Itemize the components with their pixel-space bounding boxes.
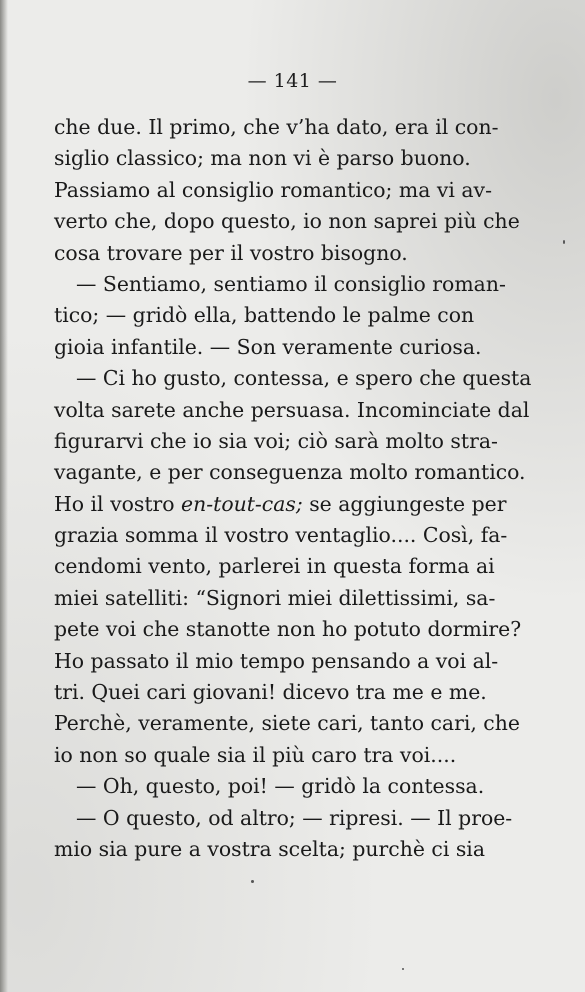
text-line: — Ci ho gusto, contessa, e spero che questa	[76, 366, 532, 391]
italic-phrase: en-tout-cas;	[181, 491, 303, 516]
text-line: cendomi vento, parlerei in questa forma ai	[54, 554, 495, 579]
text-line: gioia infantile. — Son veramente curiosa.	[54, 334, 482, 359]
text-line: miei satelliti: “Signori miei dilettissimi, sa-	[54, 585, 496, 610]
text-line: che due. Il primo, che v’ha dato, era il con-	[54, 115, 499, 139]
paper-speck	[251, 880, 254, 883]
text-line: cosa trovare per il vostro bisogno.	[54, 240, 408, 265]
text-line: verto che, dopo questo, io non saprei più che	[54, 209, 520, 234]
text-line: Perchè, veramente, siete cari, tanto cari, che	[54, 711, 520, 736]
text-line: siglio classico; ma non vi è parso buono.	[54, 146, 471, 171]
text-line: figurarvi che io sia voi; ciò sarà molto stra-	[54, 428, 498, 453]
page-edge-shadow	[0, 0, 8, 992]
text-line: volta sarete anche persuasa. Incominciate dal	[54, 397, 530, 422]
page-number: — 141 —	[247, 70, 338, 92]
text-line: — Oh, questo, poi! — gridò la contessa.	[76, 774, 485, 799]
text-line: Ho passato il mio tempo pensando a voi al-	[54, 648, 499, 673]
text-line: tri. Quei cari giovani! dicevo tra me e me.	[54, 680, 487, 705]
text-line: pete voi che stanotte non ho potuto dormire?	[54, 617, 522, 642]
text-line: — Sentiamo, sentiamo il consiglio roman-	[76, 271, 506, 296]
text-line: Passiamo al consiglio romantico; ma vi av-	[54, 177, 492, 202]
text-line: mio sia pure a vostra scelta; purchè ci sia	[54, 836, 485, 861]
text-line: grazia somma il vostro ventaglio.... Così, fa-	[54, 523, 508, 548]
text-line: — O questo, od altro; — ripresi. — Il proe-	[76, 805, 513, 830]
paper-speck	[402, 968, 404, 970]
paper-speck	[563, 240, 565, 244]
text-line: tico; — gridò ella, battendo le palme con	[54, 303, 475, 328]
text-line: vagante, e per conseguenza molto romantico.	[54, 460, 526, 485]
text-line: io non so quale sia il più caro tra voi....	[54, 742, 457, 767]
body-text	[54, 112, 532, 865]
text-line: Ho il vostro en-tout-cas; se aggiungeste per	[54, 491, 507, 516]
